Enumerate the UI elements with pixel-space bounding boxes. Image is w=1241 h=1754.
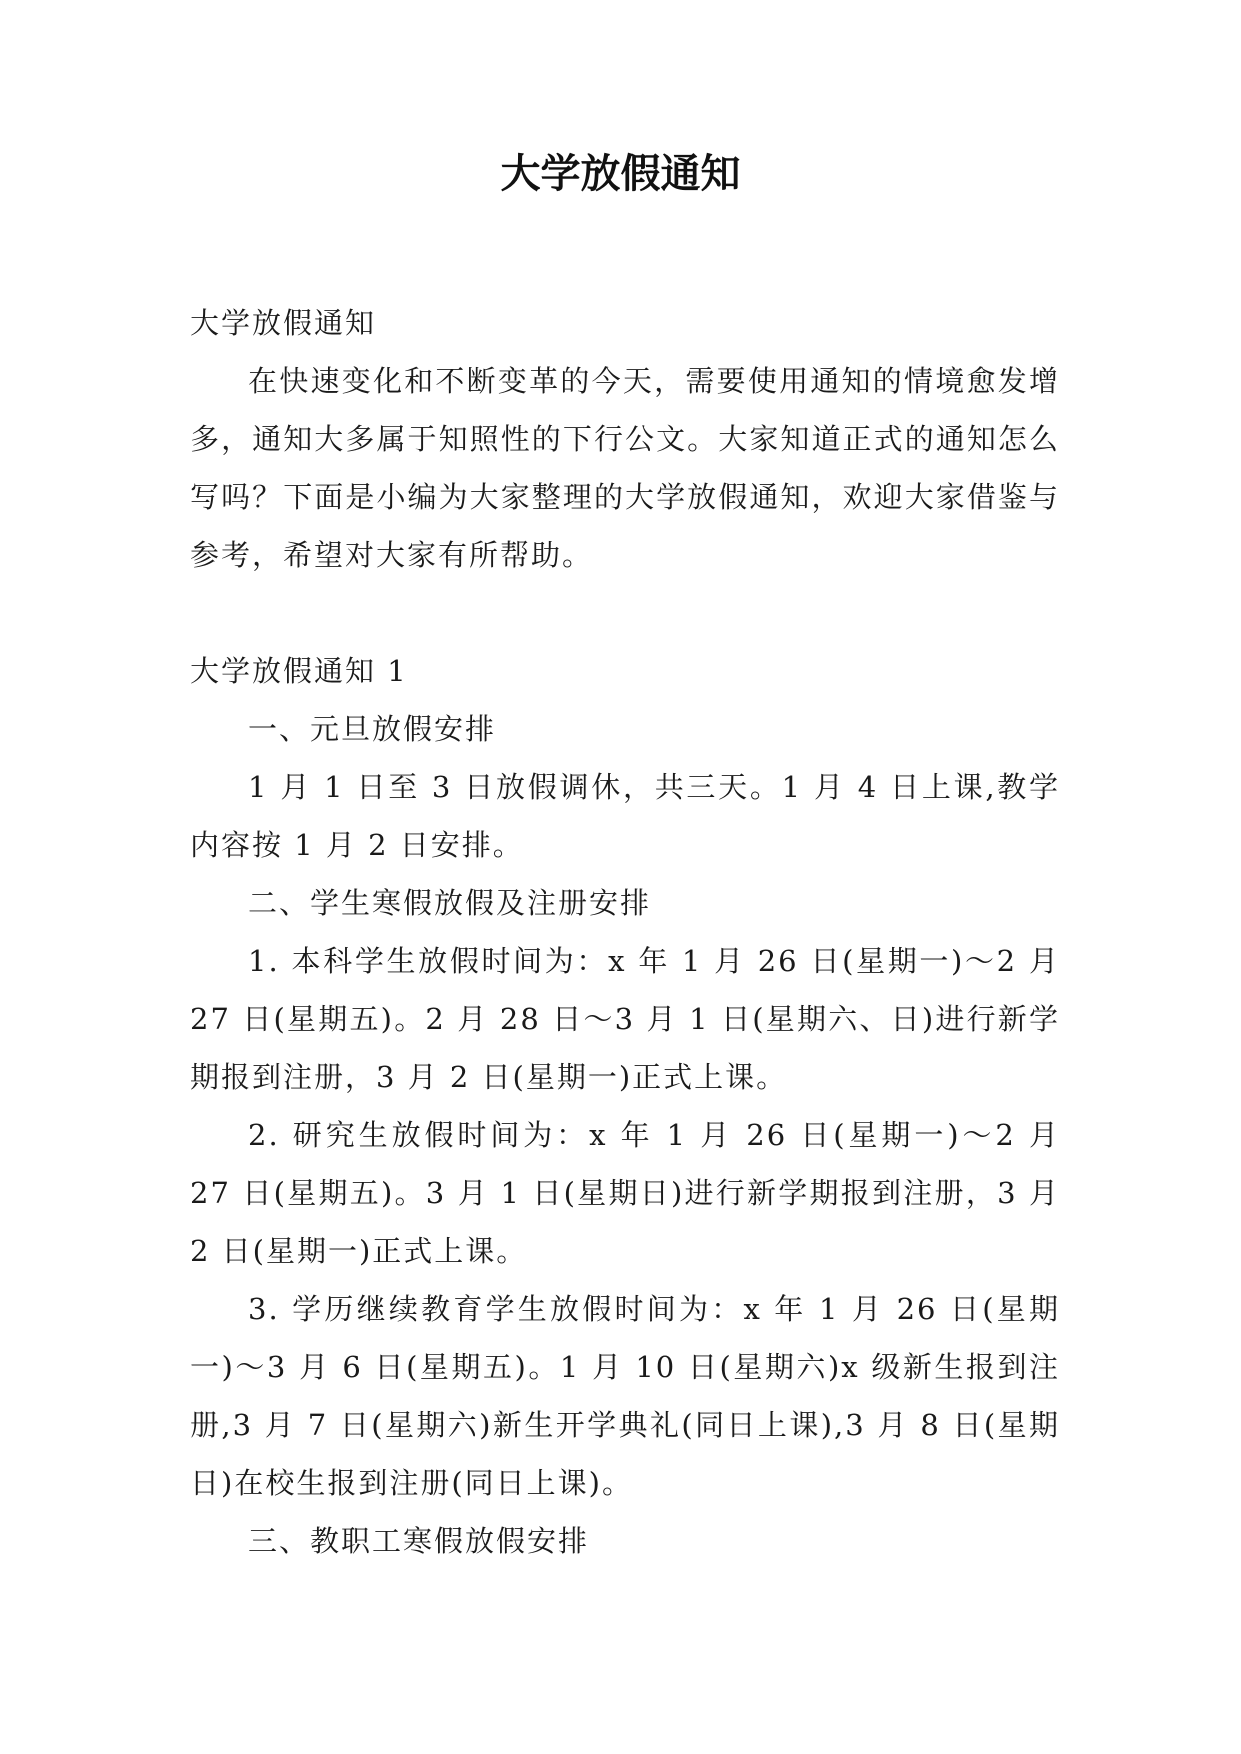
document-title: 大学放假通知 (500, 151, 741, 197)
paragraph-spacer (190, 584, 1060, 642)
undergraduate-paragraph: 1. 本科学生放假时间为：x 年 1 月 26 日(星期一)～2 月 27 日(星期五)。2 月 28 日～3 月 1 日(星期六、日)进行新学期报到注册，3 月 2 日(星期一)正式上课。 (190, 944, 1060, 1094)
notice-heading: 大学放假通知 1 (190, 654, 408, 688)
new-year-paragraph: 1 月 1 日至 3 日放假调休，共三天。1 月 4 日上课,教学内容按 1 月 2 日安排。 (190, 770, 1060, 862)
section-heading: 大学放假通知 (190, 306, 377, 340)
intro-paragraph: 在快速变化和不断变革的今天，需要使用通知的情境愈发增多，通知大多属于知照性的下行公文。大家知道正式的通知怎么写吗？下面是小编为大家整理的大学放假通知，欢迎大家借鉴与参考，希望对大家有所帮助。 (190, 364, 1060, 572)
subsection-heading-winter-break: 二、学生寒假放假及注册安排 (248, 886, 652, 920)
graduate-paragraph: 2. 研究生放假时间为：x 年 1 月 26 日(星期一)～2 月 27 日(星期五)。3 月 1 日(星期日)进行新学期报到注册，3 月 2 日(星期一)正式上课。 (190, 1118, 1060, 1268)
continuing-education-paragraph: 3. 学历继续教育学生放假时间为：x 年 1 月 26 日(星期一)～3 月 6 日(星期五)。1 月 10 日(星期六)x 级新生报到注册,3 月 7 日(星期六)新生开学典礼(同日上课),3 月 8 日(星期日)在校生报到注册(同日上课)。 (190, 1292, 1060, 1500)
document-body (190, 294, 1060, 1570)
subsection-heading-staff: 三、教职工寒假放假安排 (248, 1524, 590, 1558)
subsection-heading-new-year: 一、元旦放假安排 (248, 712, 497, 746)
